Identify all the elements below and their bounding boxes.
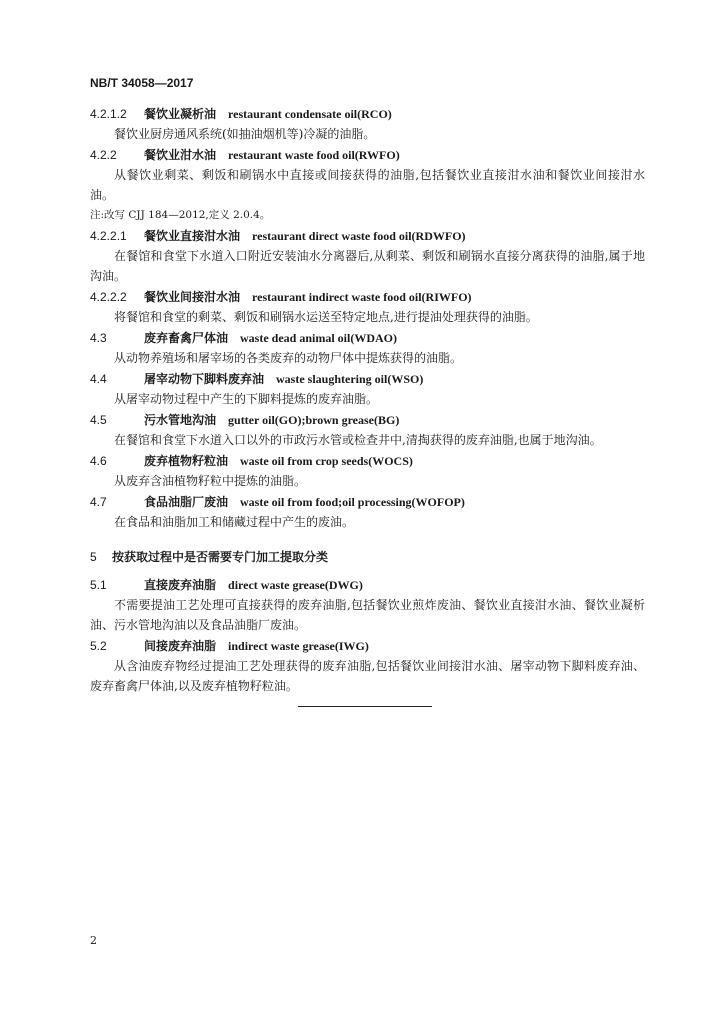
term-heading [90, 492, 645, 512]
term-entry-4-2-2 [90, 145, 645, 225]
term-definition: 在餐馆和食堂下水道入口附近安装油水分离器后,从剩菜、剩饭和刷锅水直接分离获得的油脂,属于地沟油。 [90, 249, 645, 283]
section-5 [90, 547, 645, 567]
term-english: gutter oil(GO);brown grease(BG) [228, 413, 400, 427]
document-body [90, 104, 645, 697]
term-chinese: 直接废弃油脂 [144, 578, 217, 592]
term-chinese: 废弃植物籽粒油 [144, 454, 229, 468]
term-chinese: 餐饮业间接泔水油 [144, 290, 241, 304]
clause-number: 4.7 [90, 495, 107, 509]
section-number: 5 [90, 550, 97, 564]
term-heading [90, 328, 645, 348]
term-chinese: 食品油脂厂废油 [144, 495, 229, 509]
term-chinese: 屠宰动物下脚料废弃油 [144, 372, 265, 386]
term-heading [90, 451, 645, 471]
clause-number: 4.2.2 [90, 148, 117, 162]
term-entry-5-2 [90, 636, 645, 696]
term-definition: 餐饮业厨房通风系统(如抽油烟机等)冷凝的油脂。 [114, 127, 376, 141]
clause-number: 4.2.2.2 [90, 290, 127, 304]
term-entry-4-2-2-2 [90, 287, 645, 327]
term-english: restaurant indirect waste food oil(RIWFO) [252, 290, 472, 304]
term-entry-4-5 [90, 410, 645, 450]
term-definition: 将餐馆和食堂的剩菜、剩饭和刷锅水运送至特定地点,进行提油处理获得的油脂。 [114, 310, 538, 324]
term-heading [90, 410, 645, 430]
term-heading [90, 226, 645, 246]
term-heading [90, 369, 645, 389]
term-definition: 从餐饮业剩菜、剩饭和刷锅水中直接或间接获得的油脂,包括餐饮业直接泔水油和餐饮业间接泔水油。 [90, 168, 645, 202]
term-chinese: 餐饮业凝析油 [144, 107, 217, 121]
end-of-document-rule [298, 706, 432, 707]
page-number: 2 [90, 934, 97, 947]
term-chinese: 餐饮业直接泔水油 [144, 229, 241, 243]
term-definition: 在餐馆和食堂下水道入口以外的市政污水管或检查井中,清掏获得的废弃油脂,也属于地沟油。 [114, 433, 602, 447]
term-definition: 从含油废弃物经过提油工艺处理获得的废弃油脂,包括餐饮业间接泔水油、屠宰动物下脚料废弃油、废弃畜禽尸体油,以及废弃植物籽粒油。 [90, 659, 645, 693]
term-english: waste slaughtering oil(WSO) [276, 372, 424, 386]
term-heading [90, 104, 645, 124]
term-entry-4-2-2-1 [90, 226, 645, 286]
term-chinese: 餐饮业泔水油 [144, 148, 217, 162]
clause-number: 4.3 [90, 331, 107, 345]
term-heading [90, 145, 645, 165]
term-entry-4-7 [90, 492, 645, 532]
term-chinese: 废弃畜禽尸体油 [144, 331, 229, 345]
term-definition: 在食品和油脂加工和储藏过程中产生的废油。 [114, 515, 355, 529]
term-english: restaurant direct waste food oil(RDWFO) [252, 229, 466, 243]
clause-number: 4.5 [90, 413, 107, 427]
term-definition: 从废弃含油植物籽粒中提炼的油脂。 [114, 474, 307, 488]
term-english: waste oil from food;oil processing(WOFOP) [240, 495, 465, 509]
clause-number: 4.6 [90, 454, 107, 468]
clause-number: 4.2.2.1 [90, 229, 127, 243]
term-english: restaurant condensate oil(RCO) [228, 107, 392, 121]
term-entry-4-3 [90, 328, 645, 368]
clause-number: 5.1 [90, 578, 107, 592]
term-entry-5-1 [90, 575, 645, 635]
term-chinese: 间接废弃油脂 [144, 639, 217, 653]
section-title: 按获取过程中是否需要专门加工提取分类 [112, 550, 329, 564]
clause-number: 4.2.1.2 [90, 107, 127, 121]
term-english: restaurant waste food oil(RWFO) [228, 148, 400, 162]
term-heading [90, 287, 645, 307]
term-entry-4-4 [90, 369, 645, 409]
term-note: 注:改写 CJJ 184—2012,定义 2.0.4。 [90, 209, 271, 221]
term-english: indirect waste grease(IWG) [228, 639, 369, 653]
term-heading [90, 636, 645, 656]
clause-number: 4.4 [90, 372, 107, 386]
term-definition: 从动物养殖场和屠宰场的各类废弃的动物尸体中提炼获得的油脂。 [114, 351, 463, 365]
section-heading [90, 547, 645, 567]
term-english: direct waste grease(DWG) [228, 578, 363, 592]
term-heading [90, 575, 645, 595]
term-english: waste dead animal oil(WDAO) [240, 331, 398, 345]
term-chinese: 污水管地沟油 [144, 413, 217, 427]
clause-number: 5.2 [90, 639, 107, 653]
term-entry-4-2-1-2 [90, 104, 645, 144]
term-definition: 不需要提油工艺处理可直接获得的废弃油脂,包括餐饮业煎炸废油、餐饮业直接泔水油、餐饮业凝析油、污水管地沟油以及食品油脂厂废油。 [90, 598, 645, 632]
term-definition: 从屠宰动物过程中产生的下脚料提炼的废弃油脂。 [114, 392, 379, 406]
standard-code: NB/T 34058—2017 [90, 76, 194, 90]
term-english: waste oil from crop seeds(WOCS) [240, 454, 413, 468]
term-entry-4-6 [90, 451, 645, 491]
